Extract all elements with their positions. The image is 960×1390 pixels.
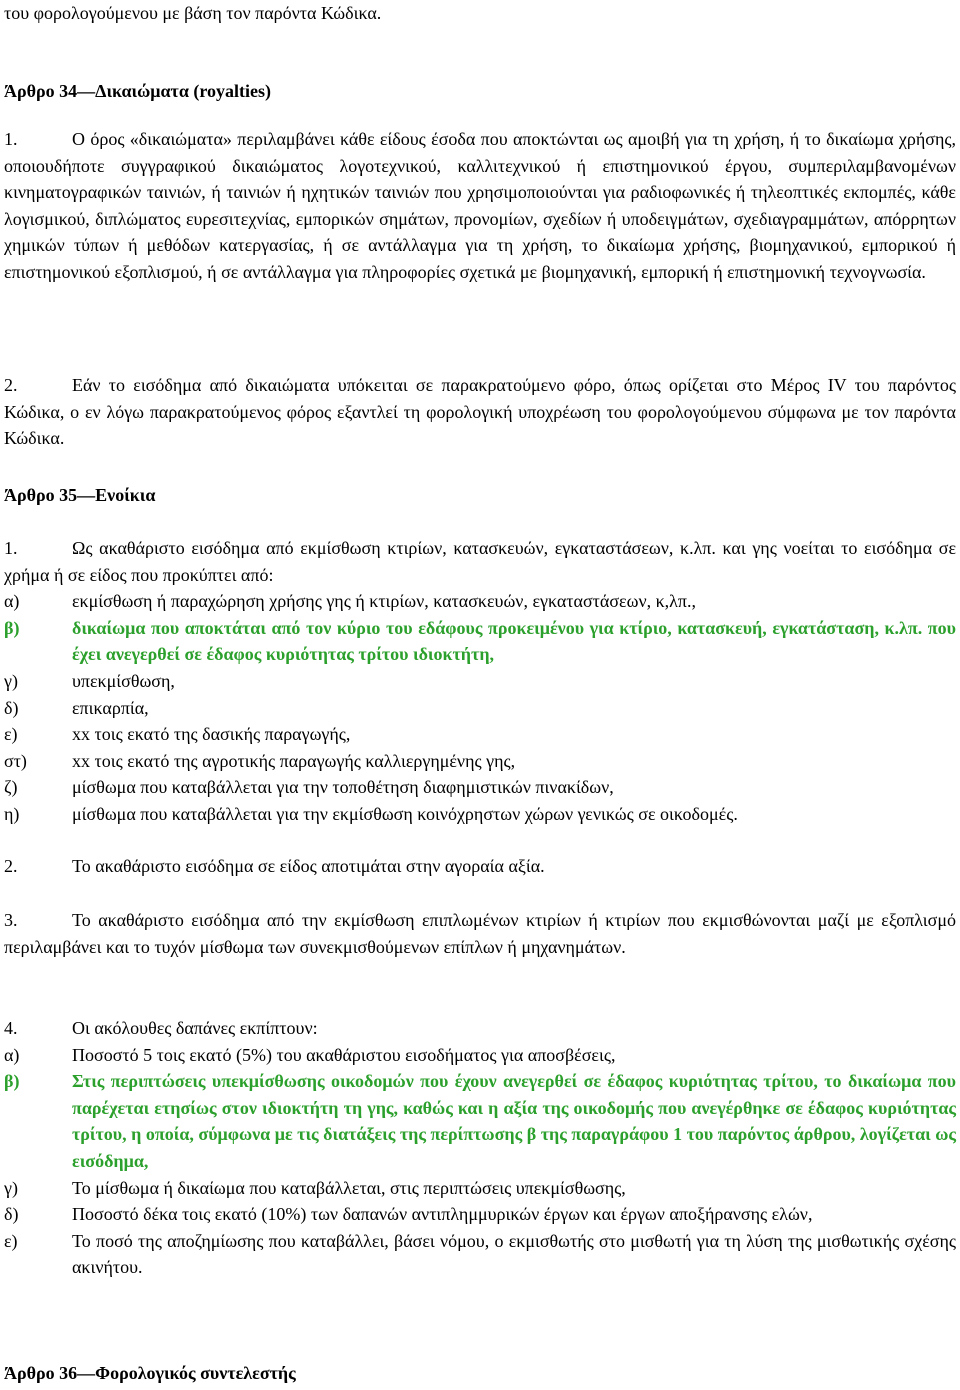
heading-article-36: Άρθρο 36—Φορολογικός συντελεστής (4, 1363, 296, 1383)
list-item (4, 748, 956, 775)
paragraph-text: Ο όρος «δικαιώματα» περιλαμβάνει κάθε είδους έσοδα που αποκτώνται ως αμοιβή για τη χρήση, ή το δικαίωμα χρήσης, οποιουδήποτε συγγραφικού δικαιώματος λογοτεχνικού, καλλιτεχνικού ή επιστημονικού έργου, συμπεριλαμβανομένων κινηματογραφικών ταινιών, ή ταινιών ή ηχητικών ταινιών που χρησιμοποιούνται για ραδιοφωνικές ή τηλεοπτικές εκπομπές, κάθε λογισμικού, διπλώματος ευρεσιτεχνίας, εμπορικών σημάτων, προνομίων, σχεδίων ή υποδειγμάτων, σχεδιαγραμμάτων, απόρρητων χημικών τύπων ή μεθόδων κατεργασίας, ή σε αντάλλαγμα για τη χρήση, το δικαίωμα χρήσης, βιομηχανικού, εμπορικού ή επιστημονικού εξοπλισμού, ή σε αντάλλαγμα για πληροφορίες σχετικά με βιομηχανική, εμπορική ή επιστημονική τεχνογνωσία. (4, 129, 956, 282)
paragraph-text: Ως ακαθάριστο εισόδημα από εκμίσθωση κτιρίων, κατασκευών, εγκαταστάσεων, κ.λπ. και γης νοείται το εισόδημα σε χρήμα ή σε είδος που προκύπτει από: (4, 538, 956, 585)
article-34-paragraph-1 (4, 126, 956, 286)
list-text: επικαρπία, (72, 697, 149, 718)
list-marker: α) (4, 591, 20, 612)
list-text: Ποσοστό δέκα τοις εκατό (10%) των δαπανών αντιπλημμυρικών έργων και έργων αποξήρανσης ελών, (72, 1204, 813, 1225)
paragraph-number: 3. (4, 910, 18, 930)
list-item (4, 801, 956, 828)
list-marker: η) (4, 803, 20, 824)
list-text: xx τοις εκατό της αγροτικής παραγωγής καλλιεργημένης γης, (72, 750, 516, 771)
paragraph-continuation: του φορολογούμενου με βάση τον παρόντα Κώδικα. (4, 3, 382, 23)
list-marker: α) (4, 1044, 20, 1065)
list-item-highlighted (4, 615, 956, 668)
article-34-paragraph-2 (4, 372, 956, 452)
paragraph-text: Το ακαθάριστο εισόδημα σε είδος αποτιμάται στην αγοραία αξία. (72, 856, 545, 876)
list-item (4, 774, 956, 801)
list-marker: β) (4, 617, 20, 638)
article-35-paragraph-3 (4, 907, 956, 960)
list-text: Το ποσό της αποζημίωσης που καταβάλλει, βάσει νόμου, ο εκμισθωτής στο μισθωτή για τη λύση της μισθωτικής σχέσης ακινήτου. (72, 1230, 956, 1278)
list-text: Ποσοστό 5 τοις εκατό (5%) του ακαθάριστου εισοδήματος για αποσβέσεις, (72, 1044, 616, 1065)
list-text: υπεκμίσθωση, (72, 670, 175, 691)
paragraph-text: Το ακαθάριστο εισόδημα από την εκμίσθωση επιπλωμένων κτιρίων ή κτιρίων που εκμισθώνονται μαζί με εξοπλισμό περιλαμβάνει και το τυχόν μίσθωμα των συνεκμισθούμενων επίπλων ή μηχανημάτων. (4, 910, 956, 957)
list-marker: στ) (4, 750, 27, 771)
list-item (4, 668, 956, 695)
paragraph-text: Οι ακόλουθες δαπάνες εκπίπτουν: (72, 1018, 318, 1038)
list-item (4, 695, 956, 722)
list-text: μίσθωμα που καταβάλλεται για την εκμίσθωση κοινόχρηστων χώρων γενικώς σε οικοδομές. (72, 803, 738, 824)
paragraph-text: Εάν το εισόδημα από δικαιώματα υπόκειται σε παρακρατούμενο φόρο, όπως ορίζεται στο Μέρος IV του παρόντος Κώδικα, ο εν λόγω παρακρατούμενος φόρος εξαντλεί τη φορολογική υποχρέωση του φορολογούμενου σύμφωνα με τον παρόντα Κώδικα. (4, 375, 956, 449)
list-item (4, 1042, 956, 1069)
list-marker: δ) (4, 1204, 19, 1225)
list-item-highlighted (4, 1068, 956, 1174)
paragraph-number: 4. (4, 1018, 18, 1038)
list-marker: γ) (4, 1177, 18, 1198)
list-text: Στις περιπτώσεις υπεκμίσθωσης οικοδομών που έχουν ανεγερθεί σε έδαφος κυριότητας τρίτου, το δικαίωμα που παρέχεται ετησίως στον ιδιοκτήτη τη γης, καθώς και η αξία της οικοδομής που ανεγέρθηκε σε έδαφος κυριότητας τρίτου, η οποία, σύμφωνα με τις διατάξεις της περίπτωσης β της παραγράφου 1 του παρόντος άρθρου, λογίζεται ως εισόδημα, (72, 1071, 956, 1171)
list-text: εκμίσθωση ή παραχώρηση χρήσης γης ή κτιρίων, κατασκευών, εγκαταστάσεων, κ,λπ., (72, 591, 696, 612)
list-item (4, 721, 956, 748)
list-marker: ε) (4, 1230, 18, 1251)
list-marker: δ) (4, 697, 19, 718)
article-35-paragraph-2 (4, 853, 956, 880)
list-marker: β) (4, 1071, 20, 1092)
paragraph-number: 1. (4, 129, 18, 149)
article-35-paragraph-4 (4, 1015, 956, 1281)
paragraph-number: 2. (4, 375, 18, 395)
list-item (4, 1201, 956, 1228)
list-text: Το μίσθωμα ή δικαίωμα που καταβάλλεται, στις περιπτώσεις υπεκμίσθωσης, (72, 1177, 626, 1198)
list-item (4, 1228, 956, 1281)
list-marker: γ) (4, 670, 18, 691)
list-item (4, 1175, 956, 1202)
heading-article-34: Άρθρο 34—Δικαιώματα (royalties) (4, 81, 272, 101)
list-text: δικαίωμα που αποκτάται από τον κύριο του εδάφους προκειμένου για κτίριο, κατασκευή, εγκατάσταση, κ.λπ. που έχει ανεγερθεί σε έδαφος κυριότητας τρίτου ιδιοκτήτη, (72, 617, 956, 665)
heading-article-35: Άρθρο 35—Ενοίκια (4, 485, 156, 505)
list-marker: ζ) (4, 777, 18, 798)
list-marker: ε) (4, 724, 18, 745)
paragraph-number: 1. (4, 538, 18, 558)
article-35-paragraph-1 (4, 535, 956, 828)
list-text: μίσθωμα που καταβάλλεται για την τοποθέτηση διαφημιστικών πινακίδων, (72, 777, 614, 798)
list-item (4, 588, 956, 615)
paragraph-number: 2. (4, 856, 18, 876)
list-text: xx τοις εκατό της δασικής παραγωγής, (72, 724, 351, 745)
